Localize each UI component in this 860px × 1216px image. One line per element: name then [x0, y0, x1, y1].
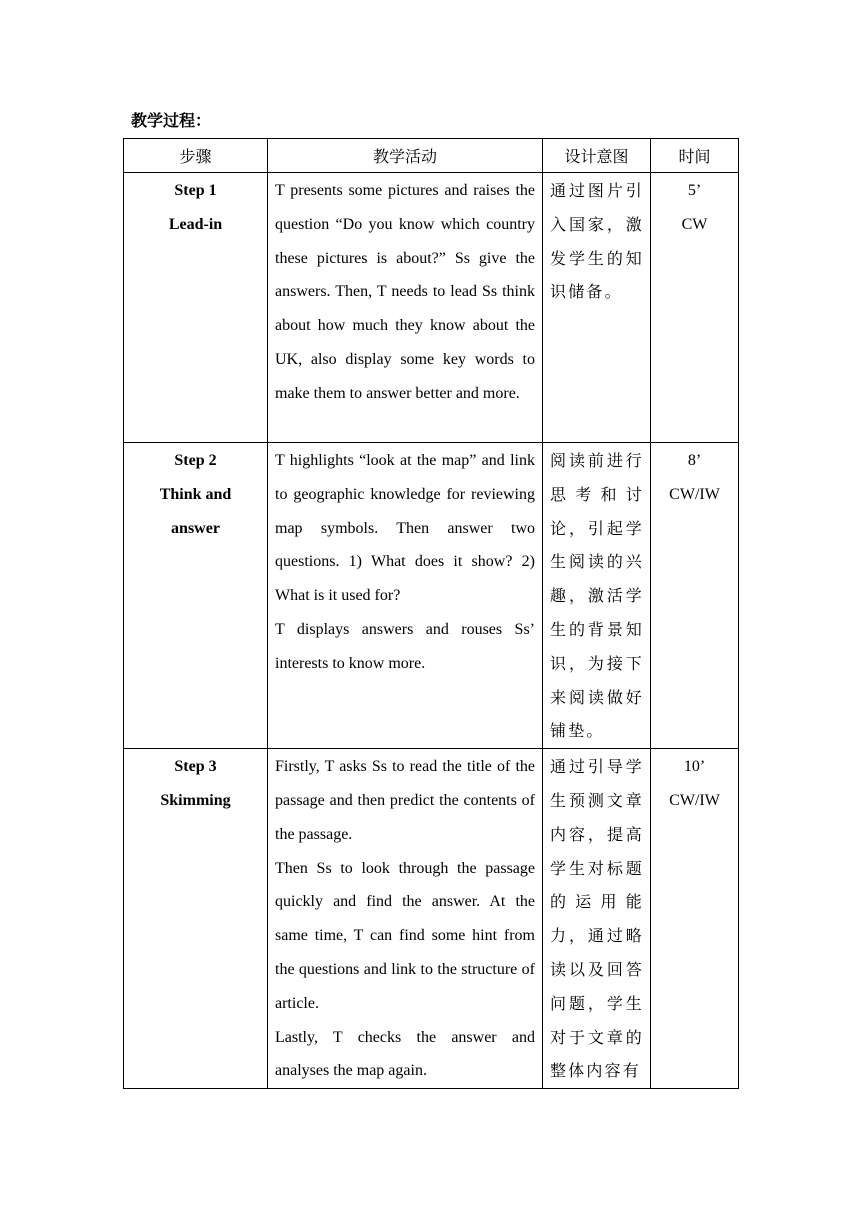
- lesson-plan-table: [123, 138, 739, 1089]
- step-number: Step 1: [174, 182, 217, 199]
- time-mode: CW/IW: [669, 791, 720, 809]
- activity-paragraph: T highlights “look at the map” and link to geographic knowledge for reviewing map symbols. Then answer two questions. 1) What does it show? 2) What is it used for?: [275, 452, 535, 605]
- activity-cell: [268, 173, 543, 443]
- step-cell: [124, 173, 268, 443]
- step-number: Step 3: [174, 758, 217, 776]
- column-header-activity: 教学活动: [268, 139, 543, 173]
- activity-paragraph: Then Ss to look through the passage quickly and find the answer. At the same time, T can find some hint from the questions and link to the structure of article.: [275, 859, 535, 1012]
- table-row: [124, 173, 739, 443]
- intent-cell: 通过引导学生预测文章内容，提高学生对标题的运用能力，通过略读以及回答问题，学生对于文章的整体内容有: [543, 749, 651, 1089]
- activity-paragraph: T displays answers and rouses Ss’ interests to know more.: [275, 620, 535, 672]
- activity-cell: [268, 443, 543, 749]
- activity-cell: [268, 749, 543, 1089]
- step-cell: [124, 749, 268, 1089]
- time-minutes: 5’: [687, 182, 702, 199]
- step-number: Step 2: [174, 452, 217, 469]
- column-header-time: 时间: [651, 139, 739, 173]
- time-cell: [651, 173, 739, 443]
- time-cell: [651, 749, 739, 1089]
- column-header-step: 步骤: [124, 139, 268, 173]
- time-cell: [651, 443, 739, 749]
- step-cell: [124, 443, 268, 749]
- step-title: Skimming: [160, 791, 231, 809]
- section-heading: 教学过程：: [131, 111, 212, 130]
- table-header-row: [124, 139, 739, 173]
- activity-paragraph: Lastly, T checks the answer and analyses the map again.: [275, 1028, 535, 1080]
- time-mode: CW: [681, 215, 708, 233]
- time-minutes: 8’: [687, 452, 702, 469]
- time-mode: CW/IW: [669, 485, 720, 503]
- step-title: answer: [171, 519, 220, 537]
- table-row: [124, 443, 739, 749]
- activity-paragraph: T presents some pictures and raises the question “Do you know which country these pictures is about?” Ss give the answers. Then, T needs to lead Ss think about how much they know about the UK, also display some key words to make them to answer better and more.: [275, 182, 535, 402]
- step-title: Lead-in: [168, 215, 223, 233]
- step-title: Think and: [159, 485, 232, 503]
- activity-paragraph: Firstly, T asks Ss to read the title of the passage and then predict the contents of the passage.: [275, 758, 535, 843]
- intent-cell: 阅读前进行思考和讨论，引起学生阅读的兴趣，激活学生的背景知识，为接下来阅读做好铺垫。: [543, 443, 651, 749]
- column-header-intent: 设计意图: [543, 139, 651, 173]
- intent-cell: 通过图片引入国家，激发学生的知识储备。: [543, 173, 651, 443]
- table-row: [124, 749, 739, 1089]
- time-minutes: 10’: [683, 758, 706, 776]
